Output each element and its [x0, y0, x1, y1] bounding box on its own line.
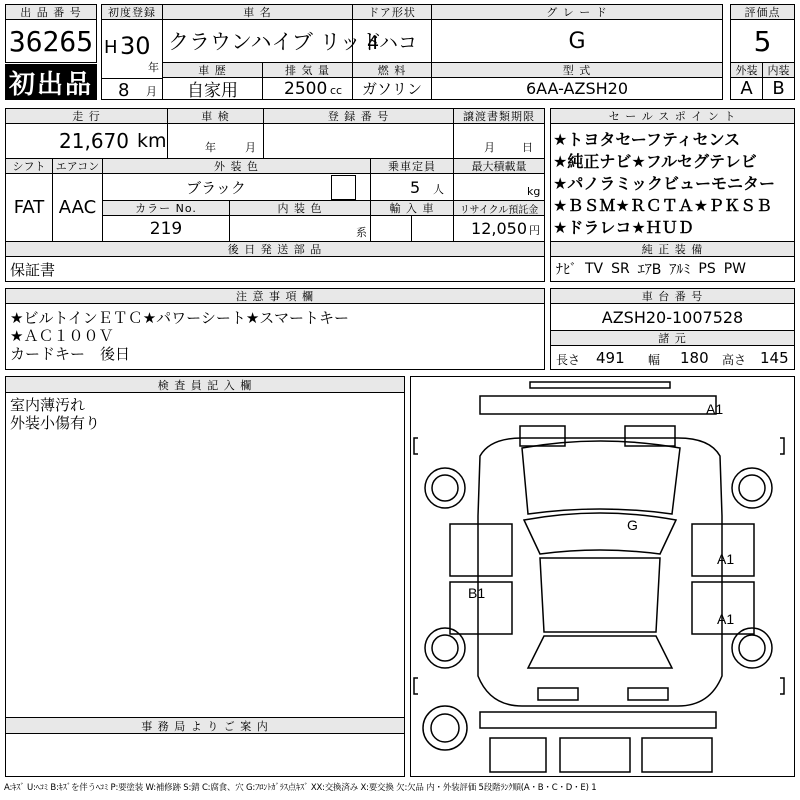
interior-color-cell — [229, 215, 371, 242]
inspector-lines — [10, 396, 100, 432]
mark-front-door-right: A1 — [717, 551, 735, 567]
office-cell — [5, 733, 405, 777]
color: ブラック — [186, 178, 246, 197]
legend: A:ｷｽﾞ U:ﾍｺﾐ B:ｷｽﾞを伴うﾍｺﾐ P:要塗装 W:補修跡 S:錆 C:腐食、穴 G:ﾌﾛﾝﾄｶﾞﾗｽ点ｷｽﾞ XX:交換済み X:要交換 欠:欠品 内・外装評価 5段階ﾗﾝｸ順(A・B・C・D・E) 1 — [4, 783, 597, 793]
mark-rear-door-left: B1 — [468, 585, 486, 601]
width-label: 幅 — [648, 352, 661, 367]
inspection-month-unit: 月 — [245, 141, 256, 154]
model-label: 型 式 — [431, 62, 723, 78]
color-no-label: カラー No. — [102, 200, 230, 216]
rear-window — [528, 636, 672, 668]
later-parts-cell — [5, 256, 545, 282]
displacement-unit: cc — [330, 83, 343, 97]
interior-box-mid — [560, 738, 630, 772]
history-label: 車 歴 — [162, 62, 263, 78]
wheel-front-right-inner — [739, 475, 765, 501]
equipment-item: PW — [723, 261, 747, 277]
transfer-label: 譲渡書類期限 — [453, 108, 545, 124]
spare-tire-inner — [431, 714, 459, 742]
taillight-left — [538, 688, 578, 700]
wheel-rear-left-inner — [432, 635, 458, 661]
lot-no-label: 出 品 番 号 — [5, 4, 97, 20]
shift: FAT — [13, 197, 45, 218]
notes-label: 注 意 事 項 欄 — [5, 288, 545, 304]
ac-label: エアコン — [52, 158, 103, 174]
inspector-line: 室内薄汚れ — [10, 396, 86, 414]
equipment-item: SR — [611, 261, 630, 277]
wheel-front-right — [732, 468, 772, 508]
mileage-unit: km — [137, 130, 167, 152]
note-line: ★ビルトインＥＴＣ★パワーシート★スマートキー — [10, 309, 349, 327]
interior-color-unit: 系 — [356, 226, 367, 239]
shift-label: シフト — [5, 158, 53, 174]
sales-point-item: ★ＢＳＭ★ＲＣＴＡ★ＰＫＳＢ — [553, 196, 773, 215]
transfer-day-unit: 日 — [522, 141, 533, 154]
equipment-item: ｴｱB — [637, 262, 662, 278]
length: 491 — [596, 349, 625, 367]
reg-no-label: 登 録 番 号 — [263, 108, 454, 124]
windshield — [524, 513, 676, 554]
mark-windshield: G — [627, 517, 638, 533]
score-label: 評価点 — [730, 4, 795, 20]
mileage-label: 走 行 — [5, 108, 168, 124]
notes-lines — [10, 309, 540, 363]
front-door-left — [450, 524, 512, 576]
ac: AAC — [58, 197, 97, 218]
interior-label: 内装 — [762, 62, 795, 78]
inspector-label: 検 査 員 記 入 欄 — [5, 376, 405, 393]
sales-point-item: ★パノラミックビューモニター — [553, 174, 776, 193]
color-label: 外 装 色 — [102, 158, 371, 174]
displacement-label: 排 気 量 — [262, 62, 353, 78]
history: 自家用 — [187, 81, 238, 101]
color-checkbox — [331, 175, 356, 200]
import-checkbox — [411, 215, 454, 242]
max-load-unit: kg — [527, 184, 541, 198]
capacity: 5 — [410, 177, 421, 197]
recycle: 12,050 — [471, 219, 527, 238]
month-unit: 月 — [146, 85, 157, 98]
first-listing-badge: 初出品 — [5, 64, 97, 100]
wheel-rear-right-inner — [739, 635, 765, 661]
interior-box-right — [642, 738, 712, 772]
model: 6AA-AZSH20 — [525, 79, 629, 98]
equipment-list — [556, 256, 746, 282]
rear-bumper — [480, 712, 716, 728]
capacity-unit: 人 — [433, 183, 444, 196]
spec-cell — [550, 345, 795, 370]
interior-grade: B — [772, 78, 785, 99]
bracket-left-bottom — [414, 678, 418, 694]
sales-point-item: ★ドラレコ★ＨＵＤ — [553, 218, 694, 237]
length-label: 長さ — [556, 352, 581, 367]
car-name-label: 車 名 — [162, 4, 353, 20]
car-name: クラウンハイブ リッド — [168, 30, 382, 54]
import-label: 輸 入 車 — [370, 200, 454, 216]
note-line: ★ＡＣ１００Ｖ — [10, 327, 114, 345]
reg-month: 8 — [118, 79, 130, 101]
height-label: 高さ — [722, 352, 747, 367]
fuel: ガソリン — [361, 80, 422, 98]
sales-point-item: ★トヨタセーフティセンス — [553, 130, 741, 149]
max-load-label: 最大積載量 — [453, 158, 545, 174]
office-label: 事 務 局 よ り ご 案 内 — [5, 717, 405, 734]
door-type: 4ハコ — [366, 31, 418, 54]
fuel-label: 燃 料 — [352, 62, 432, 78]
width: 180 — [680, 349, 709, 367]
sales-point-item: ★純正ナビ★フルセグテレビ — [553, 152, 757, 171]
height: 145 — [760, 349, 789, 367]
mark-front-right: A1 — [706, 401, 724, 417]
taillight-right — [628, 688, 668, 700]
inspector-line: 外装小傷有り — [10, 414, 101, 432]
wheel-rear-left — [425, 628, 465, 668]
interior-box-left — [490, 738, 546, 772]
capacity-label: 乗車定員 — [370, 158, 454, 174]
equipment-label: 純 正 装 備 — [550, 241, 795, 257]
bracket-right-top — [780, 438, 784, 454]
inspection-label: 車 検 — [167, 108, 264, 124]
era: H — [104, 36, 118, 58]
car-diagram — [410, 376, 795, 777]
reg-year: 30 — [120, 32, 151, 60]
transfer-month-unit: 月 — [484, 141, 495, 154]
first-reg-label: 初度登録 — [101, 4, 163, 20]
equipment-item: ｱﾙﾐ — [669, 262, 691, 278]
chassis-number: AZSH20-1007528 — [601, 307, 744, 327]
equipment-item: TV — [585, 261, 604, 277]
grade-label: グ レ ー ド — [431, 4, 723, 20]
wheel-front-left — [425, 468, 465, 508]
mileage: 21,670 — [59, 129, 129, 153]
note-line: カードキー 後日 — [10, 345, 131, 363]
hood — [522, 441, 680, 514]
interior-color-label: 内 装 色 — [229, 200, 371, 216]
mark-rear-door-right: A1 — [717, 611, 735, 627]
later-parts: 保証書 — [10, 260, 56, 279]
body-outline — [478, 438, 722, 706]
spare-tire — [423, 706, 467, 750]
exterior-grade: A — [740, 78, 753, 99]
chassis-label: 車 台 番 号 — [550, 288, 795, 304]
color-no: 219 — [149, 218, 183, 239]
year-unit: 年 — [148, 61, 159, 74]
bracket-right-bottom — [780, 678, 784, 694]
inspection-year-unit: 年 — [205, 141, 216, 154]
grade: G — [568, 28, 586, 54]
front-bumper — [480, 396, 716, 414]
roof — [540, 558, 660, 632]
front-door-right — [692, 524, 754, 576]
front-bumper-top — [530, 382, 670, 388]
spec-label: 諸 元 — [550, 330, 795, 346]
later-parts-label: 後 日 発 送 部 品 — [5, 241, 545, 257]
door-label: ドア形状 — [352, 4, 432, 20]
reg-no — [263, 123, 454, 159]
equipment-item: PS — [698, 261, 716, 277]
sales-points-label: セ ー ル ス ポ イ ン ト — [550, 108, 795, 124]
bracket-left-top — [414, 438, 418, 454]
score: 5 — [753, 24, 772, 58]
wheel-front-left-inner — [432, 475, 458, 501]
lot-number: 36265 — [8, 24, 94, 58]
inspector-cell — [5, 392, 405, 718]
recycle-unit: 円 — [529, 224, 540, 237]
equipment-item: ﾅﾋﾞ — [556, 262, 577, 278]
sales-points-list — [553, 129, 793, 239]
displacement: 2500 — [284, 78, 328, 99]
exterior-label: 外装 — [730, 62, 763, 78]
recycle-label: リサイクル預託金 — [453, 200, 545, 216]
reg-divider — [101, 78, 163, 79]
